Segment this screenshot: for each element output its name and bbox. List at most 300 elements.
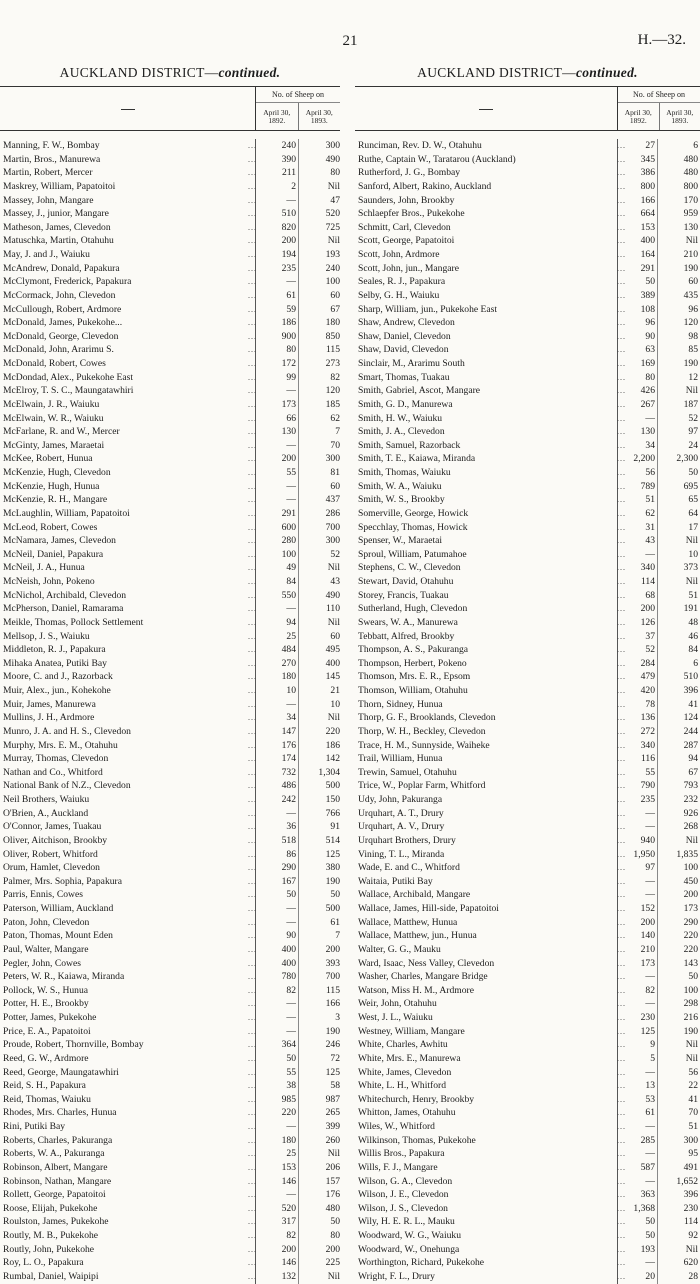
owner-name: Robinson, Albert, Mangare <box>3 1161 243 1175</box>
owner-name: Roberts, Charles, Pakuranga <box>3 1134 243 1148</box>
sheep-1893: 926 <box>658 807 698 821</box>
document-reference: H.—32. <box>638 32 686 49</box>
leader-dots: ... <box>617 248 626 262</box>
table-row <box>355 670 700 684</box>
leader-dots: ... <box>617 984 626 998</box>
sheep-1892: 291 <box>617 262 655 276</box>
sheep-1892: — <box>256 1120 296 1134</box>
table-row <box>0 1079 340 1093</box>
owner-name: Massey, J., junior, Mangare <box>3 207 243 221</box>
owner-name: Matuschka, Martin, Otahuhu <box>3 234 243 248</box>
sheep-1893: 92 <box>658 1229 698 1243</box>
table-row <box>0 194 340 208</box>
table-row <box>0 439 340 453</box>
table-row <box>0 670 340 684</box>
section-title-main: AUCKLAND DISTRICT— <box>417 65 576 80</box>
table-row <box>0 180 340 194</box>
owner-name: Martin, Bros., Manurewa <box>3 153 243 167</box>
sheep-1893: Nil <box>658 575 698 589</box>
sheep-1893: 287 <box>658 739 698 753</box>
owner-name: White, James, Clevedon <box>358 1066 613 1080</box>
sheep-1893: 300 <box>300 534 340 548</box>
leader-dots: ... <box>617 412 626 426</box>
owner-name: Sproul, William, Patumahoe <box>358 548 613 562</box>
sheep-1892: 97 <box>617 861 655 875</box>
sheep-1893: 52 <box>300 548 340 562</box>
sheep-1892: — <box>617 1256 655 1270</box>
table-row <box>0 1243 340 1257</box>
owner-name: Rhodes, Mrs. Charles, Hunua <box>3 1106 243 1120</box>
table-row <box>355 262 700 276</box>
sheep-1893: 97 <box>658 425 698 439</box>
sheep-1893: 150 <box>300 793 340 807</box>
sheep-1892: 510 <box>256 207 296 221</box>
leader-dots: ... <box>248 398 257 412</box>
sheep-1893: 700 <box>300 970 340 984</box>
sheep-1892: 126 <box>617 616 655 630</box>
leader-dots: ... <box>617 997 626 1011</box>
sheep-1893: 60 <box>300 480 340 494</box>
owner-name: Scott, John, Ardmore <box>358 248 613 262</box>
table-row <box>0 997 340 1011</box>
table-row <box>355 398 700 412</box>
owner-name: Roulston, James, Pukekohe <box>3 1215 243 1229</box>
sheep-1893: 47 <box>300 194 340 208</box>
sheep-1892: 164 <box>617 248 655 262</box>
sheep-1892: 1,950 <box>617 848 655 862</box>
table-row <box>355 439 700 453</box>
table-row <box>355 1106 700 1120</box>
sheep-1893: 220 <box>300 725 340 739</box>
leader-dots: ... <box>248 848 257 862</box>
table-row <box>0 684 340 698</box>
table-row <box>355 1147 700 1161</box>
table-header-right <box>355 86 700 131</box>
sheep-1893: 110 <box>300 602 340 616</box>
sheep-1892: 10 <box>256 684 296 698</box>
sheep-1893: Nil <box>300 711 340 725</box>
sheep-1892: 180 <box>256 1134 296 1148</box>
owner-name: Roy, L. O., Papakura <box>3 1256 243 1270</box>
sheep-1893: 98 <box>658 330 698 344</box>
leader-dots: ... <box>617 684 626 698</box>
leader-dots: ... <box>248 997 257 1011</box>
sheep-1893: 52 <box>658 412 698 426</box>
leader-dots: ... <box>617 357 626 371</box>
table-row <box>0 630 340 644</box>
leader-dots: ... <box>248 1079 257 1093</box>
owner-name: Shaw, Daniel, Clevedon <box>358 330 613 344</box>
leader-dots: ... <box>617 139 626 153</box>
leader-dots: ... <box>248 820 257 834</box>
sheep-1892: 61 <box>256 289 296 303</box>
sheep-1892: 146 <box>256 1256 296 1270</box>
sheep-1892: 518 <box>256 834 296 848</box>
owner-name: Mullins, J. H., Ardmore <box>3 711 243 725</box>
owner-name: Saunders, John, Brookby <box>358 194 613 208</box>
owner-name: Rumbal, Daniel, Waipipi <box>3 1270 243 1284</box>
owner-name: Paterson, William, Auckland <box>3 902 243 916</box>
sheep-1893: 850 <box>300 330 340 344</box>
sheep-1892: 36 <box>256 820 296 834</box>
owner-name: Peters, W. R., Kaiawa, Miranda <box>3 970 243 984</box>
leader-dots: ... <box>248 548 257 562</box>
sheep-1893: 176 <box>300 1188 340 1202</box>
table-row <box>355 1079 700 1093</box>
sheep-1892: 389 <box>617 289 655 303</box>
table-row <box>0 303 340 317</box>
owner-name: McAndrew, Donald, Papakura <box>3 262 243 276</box>
table-row <box>0 316 340 330</box>
sheep-1892: — <box>617 412 655 426</box>
sheep-1892: — <box>617 1147 655 1161</box>
leader-dots: ... <box>248 303 257 317</box>
leader-dots: ... <box>617 616 626 630</box>
page-number: 21 <box>0 33 700 50</box>
table-row <box>0 384 340 398</box>
sheep-1892: 78 <box>617 698 655 712</box>
sheep-1893: 43 <box>300 575 340 589</box>
leader-dots: ... <box>617 1106 626 1120</box>
owner-name: Smith, W. A., Waiuku <box>358 480 613 494</box>
sheep-1893: 46 <box>658 630 698 644</box>
table-row <box>355 589 700 603</box>
table-row <box>355 166 700 180</box>
table-row <box>0 1106 340 1120</box>
sheep-1892: — <box>256 602 296 616</box>
table-row <box>355 180 700 194</box>
leader-dots: ... <box>248 793 257 807</box>
sheep-1892: 130 <box>256 425 296 439</box>
table-row <box>355 984 700 998</box>
leader-dots: ... <box>617 888 626 902</box>
table-row <box>355 902 700 916</box>
leader-dots: ... <box>617 1175 626 1189</box>
sheep-1892: 9 <box>617 1038 655 1052</box>
table-row <box>0 657 340 671</box>
sheep-1892: — <box>256 1188 296 1202</box>
sheep-1893: 50 <box>300 888 340 902</box>
table-row <box>0 766 340 780</box>
sheep-1892: 90 <box>617 330 655 344</box>
owner-name: Wills, F. J., Mangare <box>358 1161 613 1175</box>
owner-name: McFarlane, R. and W., Mercer <box>3 425 243 439</box>
sheep-1893: 373 <box>658 561 698 575</box>
sheep-1892: 426 <box>617 384 655 398</box>
owner-name: Somerville, George, Howick <box>358 507 613 521</box>
owner-name: Wallace, Matthew, Hunua <box>358 916 613 930</box>
table-row <box>355 384 700 398</box>
sheep-count-header: No. of Sheep on <box>256 87 341 103</box>
table-row <box>0 779 340 793</box>
owner-name: Wilkinson, Thomas, Pukekohe <box>358 1134 613 1148</box>
leader-dots: ... <box>248 943 257 957</box>
sheep-1893: 3 <box>300 1011 340 1025</box>
leader-dots: ... <box>617 793 626 807</box>
sheep-1893: 7 <box>300 425 340 439</box>
sheep-1893: 185 <box>300 398 340 412</box>
table-row <box>0 739 340 753</box>
leader-dots: ... <box>617 1147 626 1161</box>
sheep-1893: 200 <box>658 888 698 902</box>
leader-dots: ... <box>248 1270 257 1284</box>
sheep-1893: 187 <box>658 398 698 412</box>
sheep-1893: 232 <box>658 793 698 807</box>
sheep-1892: — <box>617 1066 655 1080</box>
leader-dots: ... <box>617 1038 626 1052</box>
owner-name: Thompson, A. S., Pakuranga <box>358 643 613 657</box>
sheep-1892: 200 <box>256 1243 296 1257</box>
owner-name: Rutherford, J. G., Bombay <box>358 166 613 180</box>
table-row <box>355 888 700 902</box>
sheep-1893: 490 <box>300 589 340 603</box>
leader-dots: ... <box>248 194 257 208</box>
sheep-1892: 285 <box>617 1134 655 1148</box>
leader-dots: ... <box>617 916 626 930</box>
sheep-1892: 390 <box>256 153 296 167</box>
leader-dots: ... <box>248 1147 257 1161</box>
sheep-1893: 190 <box>658 357 698 371</box>
sheep-1893: 125 <box>300 1066 340 1080</box>
table-row <box>0 1202 340 1216</box>
sheep-1892: — <box>256 997 296 1011</box>
table-row <box>0 275 340 289</box>
table-row <box>0 752 340 766</box>
leader-dots: ... <box>248 684 257 698</box>
owner-name: Swears, W. A., Manurewa <box>358 616 613 630</box>
owner-name: McDonald, John, Ararimu S. <box>3 343 243 357</box>
sheep-1893: Nil <box>658 834 698 848</box>
table-row <box>355 848 700 862</box>
sheep-1892: 200 <box>617 916 655 930</box>
table-row <box>0 643 340 657</box>
table-row <box>355 207 700 221</box>
sheep-1893: 210 <box>658 248 698 262</box>
table-row <box>355 630 700 644</box>
right-column <box>355 64 700 1284</box>
leader-dots: ... <box>617 262 626 276</box>
owner-name: Urquhart Brothers, Drury <box>358 834 613 848</box>
table-row <box>0 861 340 875</box>
table-row <box>0 1134 340 1148</box>
leader-dots: ... <box>248 316 257 330</box>
table-row <box>355 1256 700 1270</box>
sheep-1892: 43 <box>617 534 655 548</box>
sheep-1892: 86 <box>256 848 296 862</box>
sheep-1892: 94 <box>256 616 296 630</box>
table-row <box>0 425 340 439</box>
owner-name: McKenzie, Hugh, Hunua <box>3 480 243 494</box>
sheep-1892: 62 <box>617 507 655 521</box>
leader-dots: ... <box>617 820 626 834</box>
sheep-1892: 345 <box>617 153 655 167</box>
sheep-1892: 587 <box>617 1161 655 1175</box>
sheep-1893: 500 <box>300 902 340 916</box>
leader-dots: ... <box>248 957 257 971</box>
sheep-1893: 491 <box>658 1161 698 1175</box>
sheep-1892: 20 <box>617 1270 655 1284</box>
sheep-1892: 340 <box>617 739 655 753</box>
table-row <box>355 1038 700 1052</box>
table-row <box>355 779 700 793</box>
leader-dots: ... <box>248 1120 257 1134</box>
owner-name: Wallace, Archibald, Mangare <box>358 888 613 902</box>
sheep-1893: 500 <box>300 779 340 793</box>
owner-name: McNamara, James, Clevedon <box>3 534 243 548</box>
leader-dots: ... <box>248 630 257 644</box>
leader-dots: ... <box>617 275 626 289</box>
sheep-1892: 66 <box>256 412 296 426</box>
sheep-1893: 82 <box>300 371 340 385</box>
leader-dots: ... <box>248 888 257 902</box>
sheep-1892: 820 <box>256 221 296 235</box>
owner-name: Trail, William, Hunua <box>358 752 613 766</box>
table-row <box>0 1038 340 1052</box>
leader-dots: ... <box>617 180 626 194</box>
leader-dots: ... <box>617 575 626 589</box>
table-row <box>355 752 700 766</box>
sheep-1892: — <box>256 698 296 712</box>
sheep-1892: 386 <box>617 166 655 180</box>
owner-name: Murray, Thomas, Clevedon <box>3 752 243 766</box>
sheep-1893: 216 <box>658 1011 698 1025</box>
sheep-1893: 220 <box>658 943 698 957</box>
owner-name: Scott, John, jun., Mangare <box>358 262 613 276</box>
owner-name: McElwain, W. R., Waiuku <box>3 412 243 426</box>
table-row <box>0 548 340 562</box>
owner-name: Smith, Thomas, Waiuku <box>358 466 613 480</box>
sheep-1893: 70 <box>300 439 340 453</box>
sheep-1892: 400 <box>256 957 296 971</box>
owner-name: McDondad, Alex., Pukekohe East <box>3 371 243 385</box>
owner-name: Sinclair, M., Ararimu South <box>358 357 613 371</box>
sheep-1892: 420 <box>617 684 655 698</box>
table-row <box>355 548 700 562</box>
owner-name: Ward, Isaac, Ness Valley, Clevedon <box>358 957 613 971</box>
sheep-1892: — <box>617 875 655 889</box>
sheep-1893: 495 <box>300 643 340 657</box>
leader-dots: ... <box>248 1093 257 1107</box>
sheep-1893: 67 <box>658 766 698 780</box>
sheep-1893: 96 <box>658 303 698 317</box>
table-row <box>355 452 700 466</box>
sheep-1892: 900 <box>256 330 296 344</box>
owner-name: Whitton, James, Otahuhu <box>358 1106 613 1120</box>
sheep-1893: 393 <box>300 957 340 971</box>
table-row <box>355 534 700 548</box>
sheep-1893: 41 <box>658 1093 698 1107</box>
sheep-1892: 340 <box>617 561 655 575</box>
table-row <box>0 1025 340 1039</box>
leader-dots: ... <box>248 602 257 616</box>
sheep-1893: 50 <box>658 466 698 480</box>
leader-dots: ... <box>248 248 257 262</box>
sheep-1893: 115 <box>300 984 340 998</box>
sheep-1892: 80 <box>256 343 296 357</box>
owner-name: Wade, E. and C., Whitford <box>358 861 613 875</box>
sheep-1893: 286 <box>300 507 340 521</box>
table-row <box>0 957 340 971</box>
sheep-1893: 190 <box>300 1025 340 1039</box>
table-row <box>0 207 340 221</box>
owner-name: Reed, G. W., Ardmore <box>3 1052 243 1066</box>
table-row <box>0 616 340 630</box>
leader-dots: ... <box>617 670 626 684</box>
table-row <box>355 1270 700 1284</box>
year-1893-header: April 30, 1893. <box>659 103 700 131</box>
owner-name: Orum, Hamlet, Clevedon <box>3 861 243 875</box>
section-title-continued: continued. <box>576 65 638 80</box>
table-row <box>355 221 700 235</box>
leader-dots: ... <box>248 384 257 398</box>
sheep-1893: 60 <box>658 275 698 289</box>
table-row <box>355 1025 700 1039</box>
owner-name: Pegler, John, Cowes <box>3 957 243 971</box>
sheep-1893: 65 <box>658 493 698 507</box>
sheep-1893: 260 <box>300 1134 340 1148</box>
table-row <box>0 1093 340 1107</box>
owner-name: Trace, H. M., Sunnyside, Waiheke <box>358 739 613 753</box>
table-row <box>355 929 700 943</box>
owner-name: McLeod, Robert, Cowes <box>3 521 243 535</box>
owner-name: Smith, T. E., Kaiawa, Miranda <box>358 452 613 466</box>
table-row <box>0 521 340 535</box>
sheep-1893: 64 <box>658 507 698 521</box>
sheep-1892: 5 <box>617 1052 655 1066</box>
table-row <box>355 643 700 657</box>
table-row <box>355 766 700 780</box>
owner-name: Ruthe, Captain W., Taratarou (Auckland) <box>358 153 613 167</box>
owner-name: Urquhart, A. T., Drury <box>358 807 613 821</box>
owner-name: Manning, F. W., Bombay <box>3 139 243 153</box>
table-row <box>0 493 340 507</box>
sheep-1893: 143 <box>658 957 698 971</box>
table-row <box>355 1011 700 1025</box>
sheep-1892: 63 <box>617 343 655 357</box>
leader-dots: ... <box>617 194 626 208</box>
sheep-1893: 450 <box>658 875 698 889</box>
table-row <box>0 1066 340 1080</box>
owner-name: Wallace, James, Hill-side, Papatoitoi <box>358 902 613 916</box>
leader-dots: ... <box>248 970 257 984</box>
table-row <box>355 997 700 1011</box>
leader-dots: ... <box>617 711 626 725</box>
owner-name: Potter, H. E., Brookby <box>3 997 243 1011</box>
sheep-1892: 50 <box>617 1229 655 1243</box>
left-rows <box>0 139 340 1284</box>
sheep-1893: 273 <box>300 357 340 371</box>
owner-name: Schmitt, Carl, Clevedon <box>358 221 613 235</box>
leader-dots: ... <box>617 466 626 480</box>
sheep-1892: 51 <box>617 493 655 507</box>
sheep-1892: — <box>256 493 296 507</box>
table-row <box>355 343 700 357</box>
sheep-1892: 290 <box>256 861 296 875</box>
sheep-1893: Nil <box>658 1038 698 1052</box>
owner-name: Munro, J. A. and H. S., Clevedon <box>3 725 243 739</box>
leader-dots: ... <box>248 1243 257 1257</box>
sheep-1892: 169 <box>617 357 655 371</box>
sheep-1892: — <box>617 997 655 1011</box>
sheep-1892: 136 <box>617 711 655 725</box>
owner-name: White, Charles, Awhitu <box>358 1038 613 1052</box>
sheep-1892: — <box>617 1120 655 1134</box>
sheep-1893: 480 <box>300 1202 340 1216</box>
sheep-1892: — <box>617 970 655 984</box>
owner-name: Roberts, W. A., Pakuranga <box>3 1147 243 1161</box>
table-row <box>0 1052 340 1066</box>
table-row <box>355 330 700 344</box>
